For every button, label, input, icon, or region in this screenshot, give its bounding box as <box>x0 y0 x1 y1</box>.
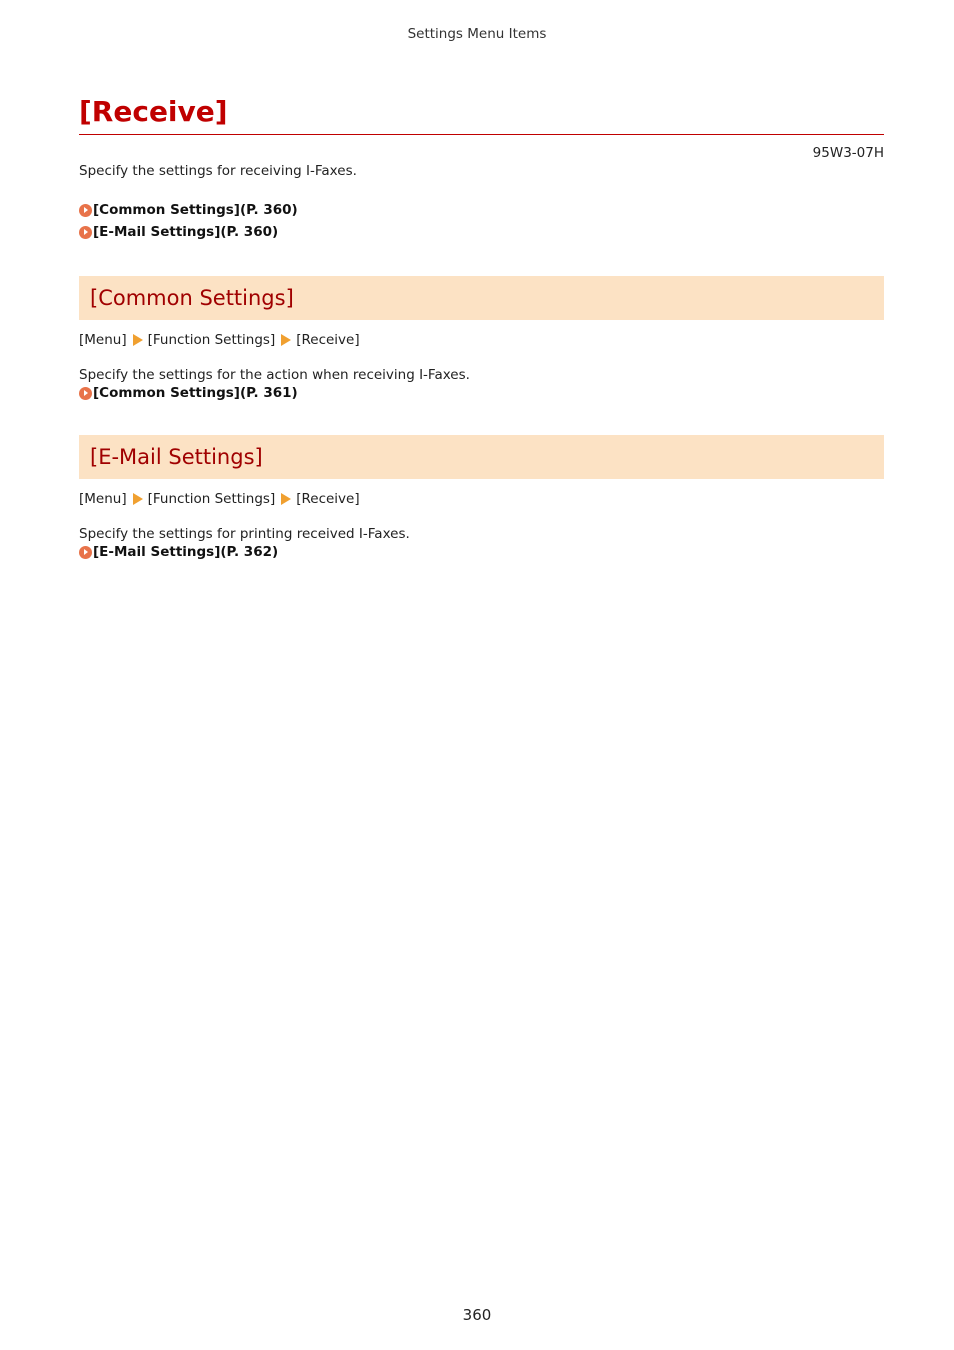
circle-play-icon <box>79 204 92 217</box>
document-id: 95W3-07H <box>812 145 884 161</box>
triangle-right-icon <box>133 334 143 346</box>
path-step: [Function Settings] <box>147 491 276 507</box>
circle-play-icon <box>79 546 92 559</box>
link-common-settings[interactable] <box>79 199 884 221</box>
path-step: [Menu] <box>79 332 127 348</box>
link-label: [E-Mail Settings](P. 360) <box>93 224 279 240</box>
circle-play-icon <box>79 226 92 239</box>
link-email-settings[interactable] <box>79 221 884 243</box>
section-heading-band <box>79 276 884 320</box>
triangle-right-icon <box>133 493 143 505</box>
section-email-settings <box>79 435 884 561</box>
section-description: Specify the settings for the action when receiving I-Faxes. <box>79 367 470 383</box>
page-title: [Receive] <box>79 90 884 135</box>
running-header: Settings Menu Items <box>407 26 547 42</box>
circle-play-icon <box>79 387 92 400</box>
page-content <box>79 90 884 561</box>
intro-text: Specify the settings for receiving I-Faxes. <box>79 163 357 179</box>
path-step: [Function Settings] <box>147 332 276 348</box>
section-heading-band <box>79 435 884 479</box>
path-step: [Receive] <box>296 491 360 507</box>
link-label: [Common Settings](P. 360) <box>93 202 298 218</box>
link-email-settings-detail[interactable] <box>79 543 884 561</box>
path-step: [Menu] <box>79 491 127 507</box>
path-step: [Receive] <box>296 332 360 348</box>
triangle-right-icon <box>281 334 291 346</box>
section-heading: [Common Settings] <box>90 286 294 310</box>
section-common-settings <box>79 276 884 402</box>
triangle-right-icon <box>281 493 291 505</box>
menu-path <box>79 490 884 508</box>
link-label: [E-Mail Settings](P. 362) <box>93 544 279 560</box>
section-link-list <box>79 199 884 243</box>
page-number: 360 <box>462 1306 492 1324</box>
section-description: Specify the settings for printing received I-Faxes. <box>79 526 410 542</box>
link-label: [Common Settings](P. 361) <box>93 385 298 401</box>
section-heading: [E-Mail Settings] <box>90 445 263 469</box>
link-common-settings-detail[interactable] <box>79 384 884 402</box>
menu-path <box>79 331 884 349</box>
